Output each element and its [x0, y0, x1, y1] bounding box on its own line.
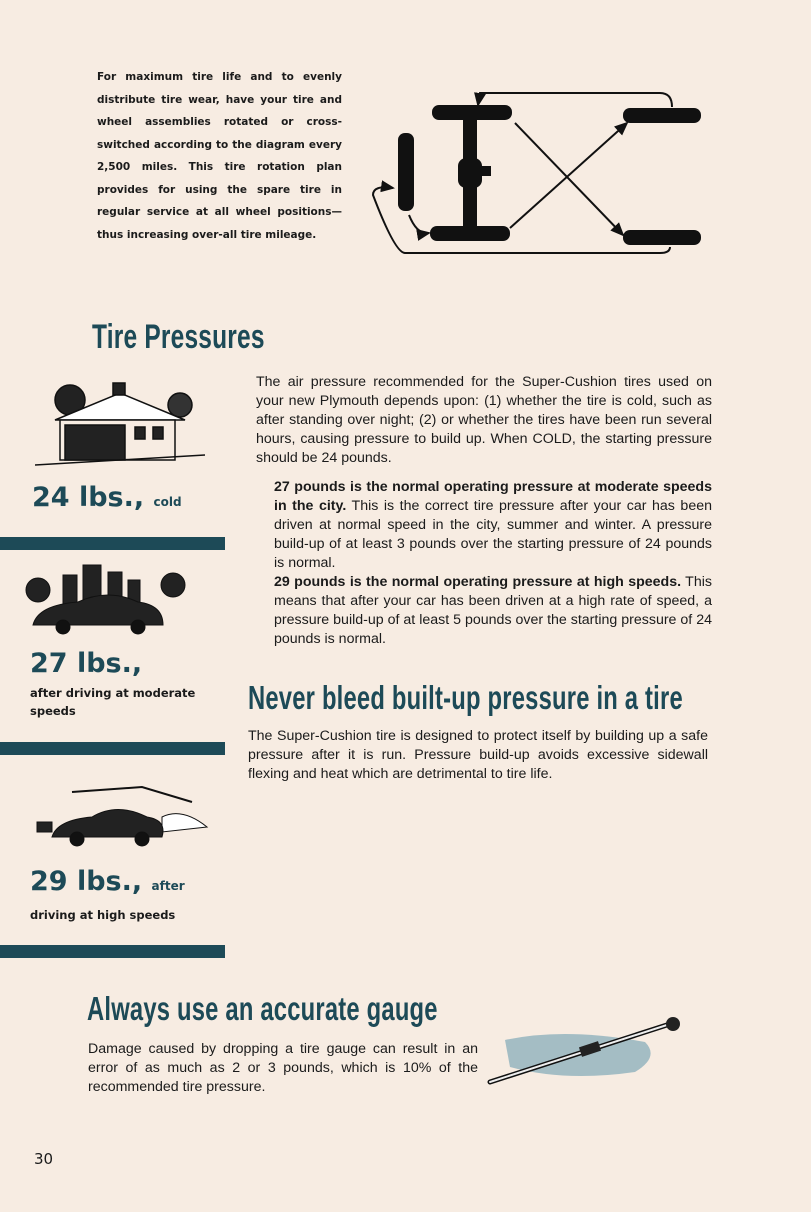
right-text-column	[248, 373, 712, 784]
bold-lead: 29 pounds is the normal operating pressure at high speeds.	[274, 574, 682, 590]
rear-right-tire	[623, 230, 701, 245]
bold-lead: 27 pounds is the normal operating pressure at moderate speeds in the city.	[274, 479, 712, 514]
divider-bar	[0, 537, 225, 550]
pressure-suffix: after	[151, 879, 185, 893]
spare-tire	[398, 133, 414, 211]
pressure-value: 29 lbs.,	[30, 866, 143, 897]
accurate-gauge-heading: Always use an accurate gauge	[87, 990, 438, 1027]
never-bleed-paragraph: The Super-Cushion tire is designed to protect itself by building up a safe pressure after it is run. Pressure build-up avoids excessive sidewall flexing and heat which are detrimental to tire life.	[248, 728, 708, 782]
pressure-intro-paragraph: The air pressure recommended for the Super-Cushion tires used on your new Plymouth depends upon: (1) whether the tire is cold, such as after standing over night; (2) or whether the tires have been run several hours, causing pressure to build up. When COLD, the starting pressure should be 24 pounds.	[256, 374, 712, 466]
city-car-illustration	[18, 560, 193, 645]
tire-gauge-illustration	[485, 1012, 690, 1092]
divider-bar	[0, 742, 225, 755]
sidebar-item-high	[30, 866, 185, 897]
highway-car-illustration	[32, 772, 210, 857]
divider-bar	[0, 945, 225, 958]
tire-pressures-heading: Tire Pressures	[92, 318, 265, 356]
pressure-value: 27 lbs.,	[30, 648, 143, 679]
pressure-caption: driving at high speeds	[30, 908, 176, 922]
moderate-speed-paragraph	[274, 478, 712, 573]
rotation-intro-text: For maximum tire life and to evenly distribute tire wear, have your tire and wheel assemblies rotated or cross-switched according to the diagram every 2,500 miles. This tire rotation plan provides for using the spare tire in regular service at all wheel positions—thus increasing over-all tire mileage.	[97, 71, 342, 241]
pressure-value: 24 lbs.,	[32, 482, 145, 513]
pressure-caption: after driving at moderate speeds	[30, 686, 196, 718]
page-number: 30	[34, 1150, 54, 1168]
pressure-suffix: cold	[153, 495, 182, 509]
front-right-tire	[623, 108, 701, 123]
garage-illustration	[35, 365, 205, 475]
high-speed-paragraph	[274, 573, 712, 649]
sidebar-item-cold	[32, 482, 182, 513]
paragraph-text: This is the correct tire pressure after your car has been driven at normal speed in the city, summer and winter. A pressure build-up of at least 3 pounds over the starting pressure of 24 pounds is normal.	[274, 498, 712, 571]
paragraph-text: This means that after your car has been driven at a high rate of speed, a pressure build-up of at least 5 pounds over the starting pressure of 24 pounds is normal.	[274, 574, 712, 647]
never-bleed-heading: Never bleed built-up pressure in a tire	[248, 679, 683, 716]
sidebar-item-moderate	[30, 648, 142, 679]
tire-rotation-diagram	[365, 85, 705, 260]
gauge-paragraph: Damage caused by dropping a tire gauge can result in an error of as much as 2 or 3 pounds, which is 10% of the recommended tire pressure.	[88, 1041, 478, 1095]
